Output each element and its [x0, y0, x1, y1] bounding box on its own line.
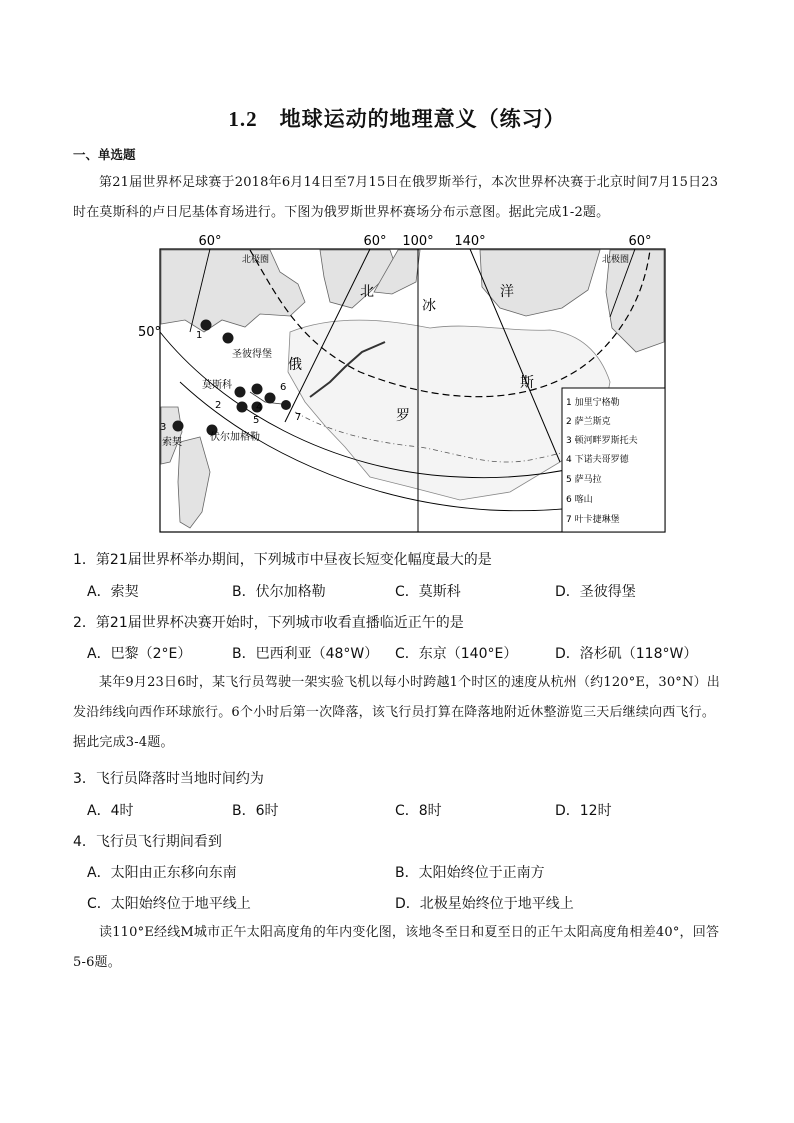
country-label-2: 罗: [396, 408, 410, 424]
arctic-label-right: 北极圈: [602, 255, 630, 265]
title-text: 地球运动的地理意义（练习）: [279, 106, 566, 131]
q3-option-a[interactable]: A．4时: [87, 803, 134, 819]
lon-label-60e: 60°: [363, 234, 387, 249]
lon-label-140e: 140°: [454, 234, 486, 249]
num-2: 2: [215, 400, 222, 411]
ocean-label-3: 洋: [500, 284, 514, 300]
q4-option-c[interactable]: C．太阳始终位于地平线上: [87, 896, 251, 912]
legend-item: 1 加里宁格勒: [566, 398, 620, 408]
ocean-label-1: 北: [360, 284, 374, 300]
arctic-label-left: 北极圈: [242, 255, 270, 265]
q1-option-c[interactable]: C．莫斯科: [395, 584, 461, 600]
label-volgograd: 伏尔加格勒: [210, 432, 260, 443]
lat-label-50: 50°: [138, 325, 162, 340]
section-heading: 一、单选题: [73, 147, 136, 162]
q3-option-d[interactable]: D．12时: [555, 803, 612, 819]
q4-option-a[interactable]: A．太阳由正东移向东南: [87, 865, 237, 881]
country-label-3: 斯: [520, 375, 534, 391]
passage-3: 读110°E经线M城市正午太阳高度角的年内变化图，该地冬至日和夏至日的正午太阳高度角相差40°，回答5-6题。: [73, 925, 720, 970]
label-sochi: 索契: [162, 437, 182, 448]
city-nizhny-dot: [252, 384, 263, 395]
q1-option-b[interactable]: B．伏尔加格勒: [232, 584, 326, 600]
q3-option-b[interactable]: B．6时: [232, 803, 279, 819]
legend-item: 5 萨马拉: [566, 475, 602, 485]
lon-label-100e: 100°: [402, 234, 434, 249]
legend-item: 6 喀山: [566, 495, 593, 505]
passage-2: 某年9月23日6时，某飞行员驾驶一架实验飞机以每小时跨越1个时区的速度从杭州（约120°E，30°N）出发沿纬线向西作环球旅行。6个小时后第一次降落，该飞行员打算在降落地附近休整游览三天后继续向西飞行。据此完成3-4题。: [73, 675, 720, 750]
question-2: 2．第21届世界杯决赛开始时，下列城市收看直播临近正午的是: [73, 615, 464, 631]
russia-world-cup-map: [130, 232, 680, 537]
num-6: 6: [280, 382, 287, 393]
num-5: 5: [253, 415, 260, 426]
question-3: 3．飞行员降落时当地时间约为: [73, 771, 264, 787]
section-number: 1.2: [228, 107, 258, 131]
question-4: 4．飞行员飞行期间看到: [73, 834, 222, 850]
num-3: 3: [160, 422, 167, 433]
page-title: [0, 103, 794, 133]
city-saransk-dot: [235, 387, 246, 398]
lon-label-180: 60°: [628, 234, 652, 249]
q2-option-d[interactable]: D．洛杉矶（118°W）: [555, 646, 698, 662]
city-moscow-dot: [237, 402, 248, 413]
ocean-label-2: 冰: [422, 298, 436, 314]
legend-item: 4 下诺夫哥罗德: [566, 455, 629, 465]
label-moscow: 莫斯科: [202, 380, 232, 391]
q2-option-c[interactable]: C．东京（140°E）: [395, 646, 518, 662]
q2-option-a[interactable]: A．巴黎（2°E）: [87, 646, 192, 662]
q1-option-a[interactable]: A．索契: [87, 584, 139, 600]
legend-item: 3 顿河畔罗斯托夫: [566, 436, 638, 446]
q1-option-d[interactable]: D．圣彼得堡: [555, 584, 636, 600]
city-stpetersburg-dot: [223, 333, 234, 344]
num-4: 4: [256, 402, 263, 413]
q4-option-b[interactable]: B．太阳始终位于正南方: [395, 865, 545, 881]
q2-option-b[interactable]: B．巴西利亚（48°W）: [232, 646, 379, 662]
num-7: 7: [295, 412, 302, 423]
label-stpetersburg: 圣彼得堡: [232, 349, 272, 360]
city-kazan-dot: [265, 393, 276, 404]
city-rostov-dot: [173, 421, 184, 432]
q3-option-c[interactable]: C．8时: [395, 803, 442, 819]
legend-item: 7 叶卡捷琳堡: [566, 515, 620, 525]
country-label-1: 俄: [288, 357, 302, 373]
legend-item: 2 萨兰斯克: [566, 417, 611, 427]
passage-1: 第21届世界杯足球赛于2018年6月14日至7月15日在俄罗斯举行，本次世界杯决赛于北京时间7月15日23时在莫斯科的卢日尼基体育场进行。下图为俄罗斯世界杯赛场分布示意图。据此完成1-2题。: [73, 175, 719, 220]
num-1: 1: [196, 330, 203, 341]
city-yekaterinburg-dot: [281, 400, 291, 410]
q4-option-d[interactable]: D．北极星始终位于地平线上: [395, 896, 574, 912]
lon-label-60w: 60°: [198, 234, 222, 249]
city-kaliningrad-dot: [201, 320, 212, 331]
question-1: 1．第21届世界杯举办期间，下列城市中昼夜长短变化幅度最大的是: [73, 552, 492, 568]
